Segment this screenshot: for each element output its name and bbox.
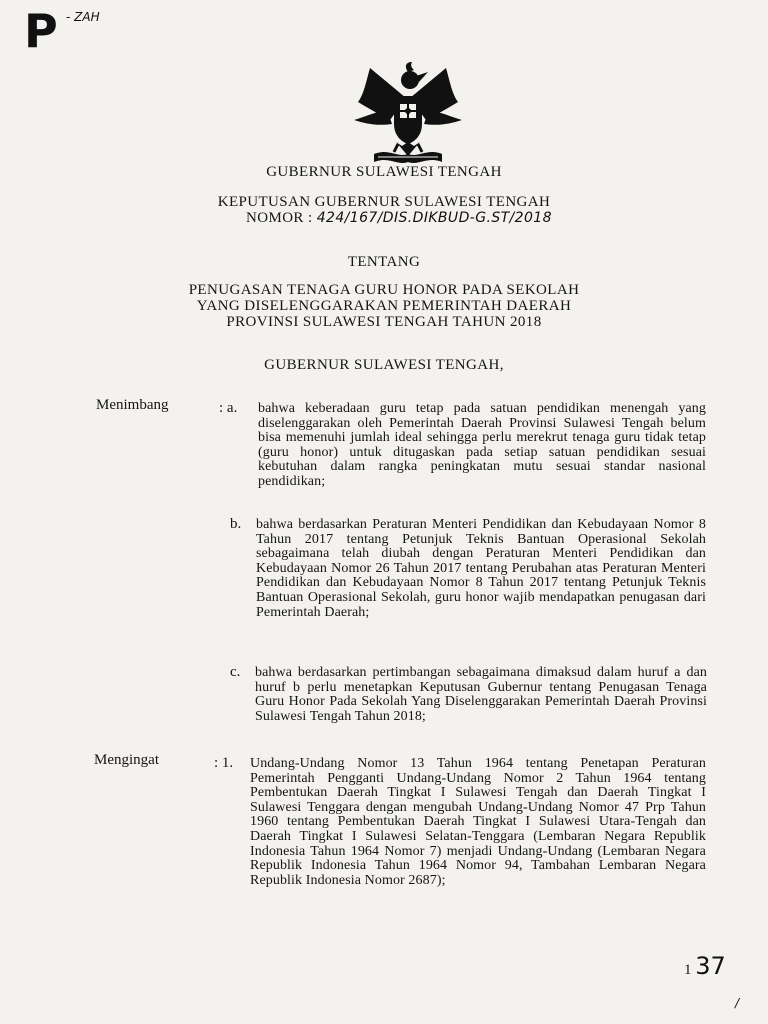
handwritten-corner-note: - ZAH <box>66 10 100 24</box>
subject-line-1: PENUGASAN TENAGA GURU HONOR PADA SEKOLAH <box>188 282 580 298</box>
page-number <box>684 952 726 980</box>
mengingat-item-1: Undang-Undang Nomor 13 Tahun 1964 tentang Penetapan Peraturan Pemerintah Pengganti Undang-Undang Nomor 2 Tahun 1964 tentang Pembentukan Daerah Tingkat I Sulawesi Tengah dan Daerah Tingkat I Sulawesi Tenggara dengan mengubah Undang-Undang Nomor 47 Prp Tahun 1960 tentang Pembentukan Daerah Tingkat I Sulawesi Utara-Tengah dan Daerah Tingkat I Sulawesi Selatan-Tenggara (Lembaran Negara Republik Indonesia Tahun 1964 Nomor 7) menjadi Undang-Undang (Lembaran Negara Republik Indonesia Tahun 1964 Nomor 94, Tambahan Lembaran Negara Republik Indonesia Nomor 2687); <box>250 756 706 888</box>
menimbang-mark-b: b. <box>230 516 242 532</box>
menimbang-mark-c: c. <box>230 664 241 680</box>
menimbang-label: Menimbang <box>96 397 169 413</box>
authority-line: GUBERNUR SULAWESI TENGAH, <box>264 357 504 373</box>
decree-number-label: NOMOR : <box>246 210 313 226</box>
decree-number-handwritten: 424/167/DIS.DIKBUD-G.ST/2018 <box>316 210 552 226</box>
menimbang-item-c: bahwa berdasarkan pertimbangan sebagaimana dimaksud dalam huruf a dan huruf b perlu menetapkan Keputusan Gubernur tentang Penugasan Tenaga Guru Honor Pada Sekolah Yang Diselenggarakan Pemerintah Daerah Provinsi Sulawesi Tengah Tahun 2018; <box>255 665 707 724</box>
about-heading: TENTANG <box>347 254 421 270</box>
garuda-emblem-icon <box>348 58 468 166</box>
subject-line-3: PROVINSI SULAWESI TENGAH TAHUN 2018 <box>226 314 542 330</box>
menimbang-item-b: bahwa berdasarkan Peraturan Menteri Pendidikan dan Kebudayaan Nomor 8 Tahun 2017 tentang Petunjuk Teknis Bantuan Operasional Sekolah sebagaimana telah diubah dengan Peraturan Menteri Pendidikan dan Kebudayaan Nomor 26 Tahun 2017 tentang Perubahan atas Peraturan Menteri Pendidikan dan Kebudayaan Nomor 8 Tahun 2017 tentang Petunjuk Teknis Bantuan Operasional Sekolah, guru honor wajib mendapatkan penugasan dari Pemerintah Daerah; <box>256 517 706 620</box>
issuer-title: GUBERNUR SULAWESI TENGAH <box>266 164 502 180</box>
mengingat-label: Mengingat <box>94 752 159 768</box>
page-number-handwritten: 37 <box>695 952 726 980</box>
page-number-printed: 1 <box>684 962 692 978</box>
subject-line-2: YANG DISELENGGARAKAN PEMERINTAH DAERAH <box>196 298 572 314</box>
handwritten-corner-mark: P <box>24 4 58 58</box>
mengingat-mark-1: : 1. <box>214 755 234 771</box>
decree-title: KEPUTUSAN GUBERNUR SULAWESI TENGAH <box>217 194 551 210</box>
decree-number <box>246 210 552 227</box>
handwritten-edge-mark: / <box>735 996 740 1010</box>
menimbang-item-a: bahwa keberadaan guru tetap pada satuan pendidikan menengah yang diselenggarakan oleh Pemerintah Daerah Provinsi Sulawesi Tengah belum bisa memenuhi jumlah ideal sehingga perlu merekrut tenaga guru tidak tetap (guru honor) untuk ditugaskan pada setiap satuan pendidikan sesuai kebutuhan dalam rangka peningkatan mutu sesuai standar nasional pendidikan; <box>258 401 706 489</box>
menimbang-mark-a: : a. <box>219 400 238 416</box>
